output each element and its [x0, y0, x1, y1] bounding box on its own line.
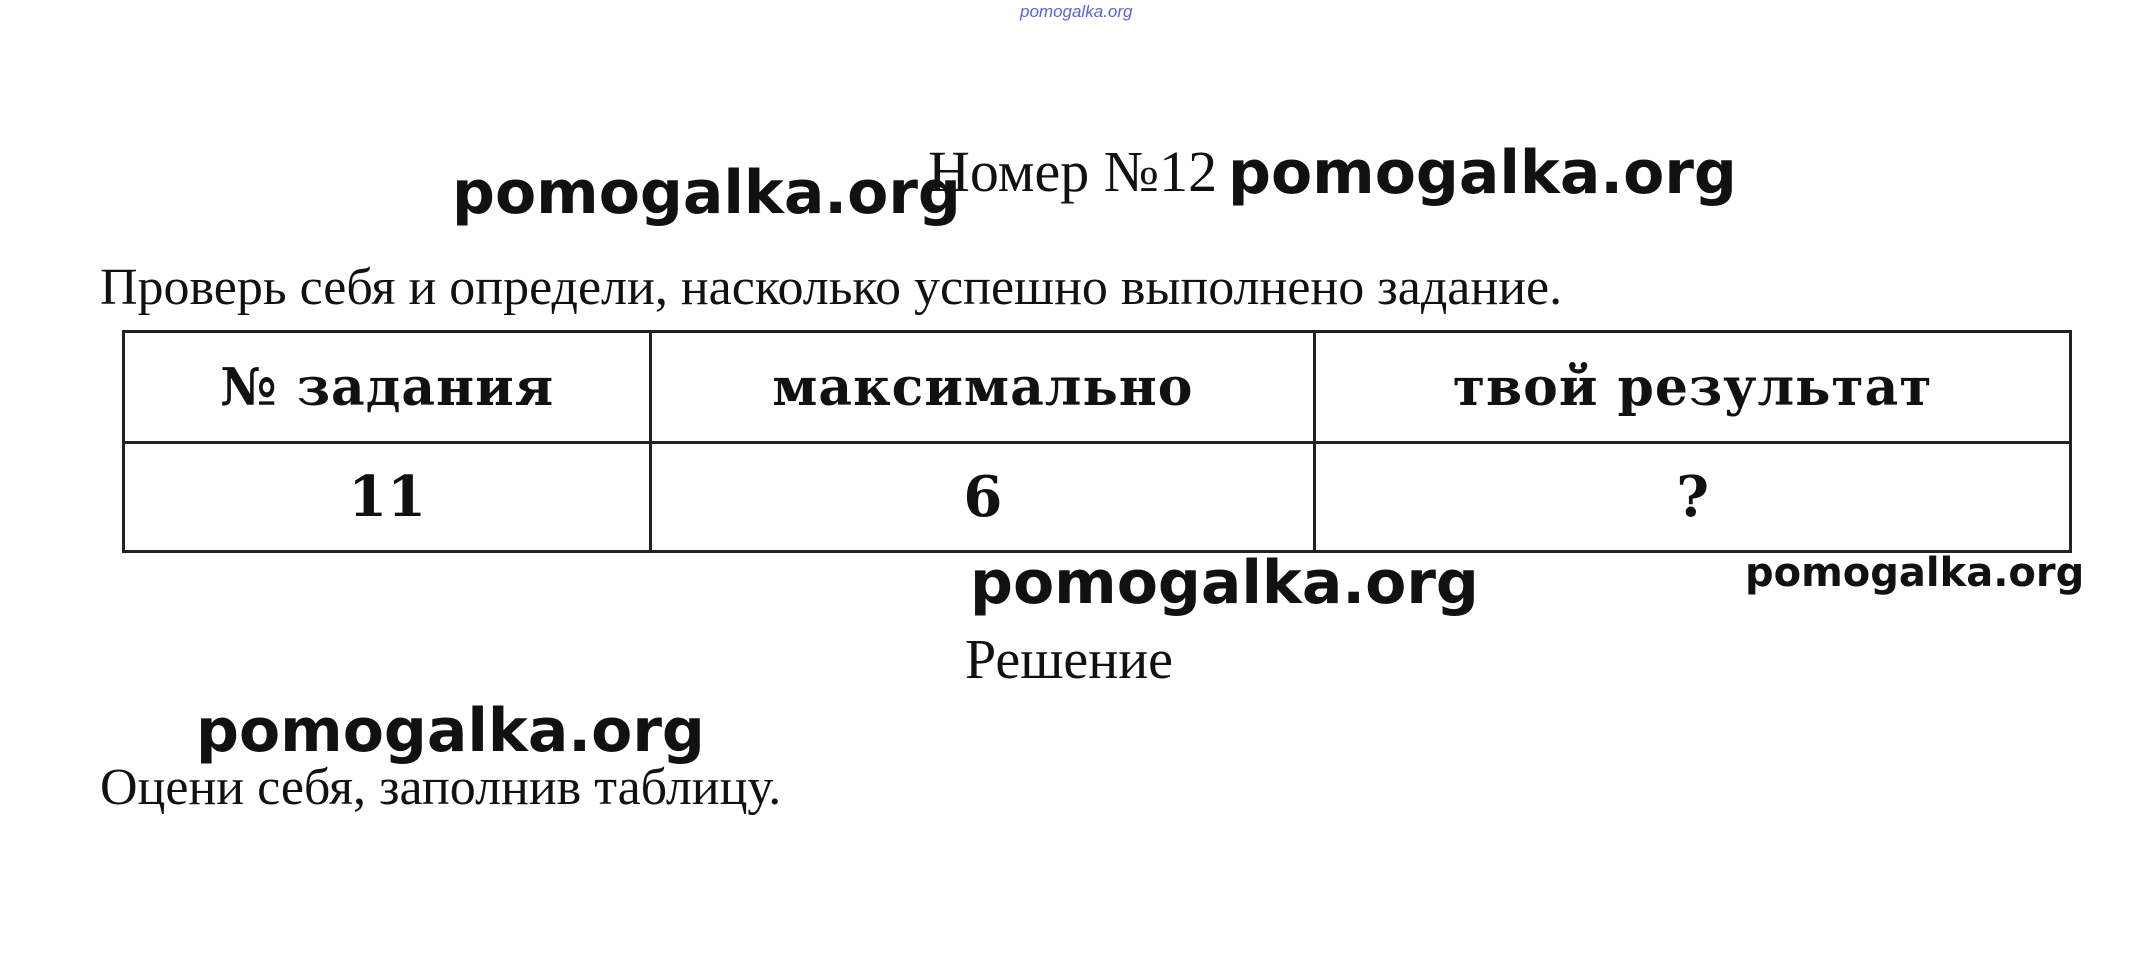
watermark: pomogalka.org: [970, 548, 1479, 618]
table-row: [124, 443, 2071, 552]
watermark: pomogalka.org: [196, 696, 705, 766]
cell-task-number: 11: [124, 443, 651, 552]
intro-text: Проверь себя и определи, насколько успешно выполнено задание.: [100, 259, 1563, 316]
solution-label: Решение: [965, 629, 1174, 691]
watermark: pomogalka.org: [1228, 138, 1737, 208]
header-site-link[interactable]: pomogalka.org: [1020, 2, 1133, 21]
task-text: Оцени себя, заполнив таблицу.: [100, 759, 782, 816]
column-header-task-number: № задания: [124, 332, 651, 443]
column-header-your-result: твой результат: [1315, 332, 2071, 443]
page-title: Номер №12: [928, 139, 1218, 204]
column-header-maximum: максимально: [651, 332, 1315, 443]
cell-your-result: ?: [1315, 443, 2071, 552]
cell-maximum: 6: [651, 443, 1315, 552]
score-table: [122, 330, 2072, 553]
table-header-row: [124, 332, 2071, 443]
watermark: pomogalka.org: [1745, 550, 2085, 596]
watermark: pomogalka.org: [452, 158, 961, 228]
